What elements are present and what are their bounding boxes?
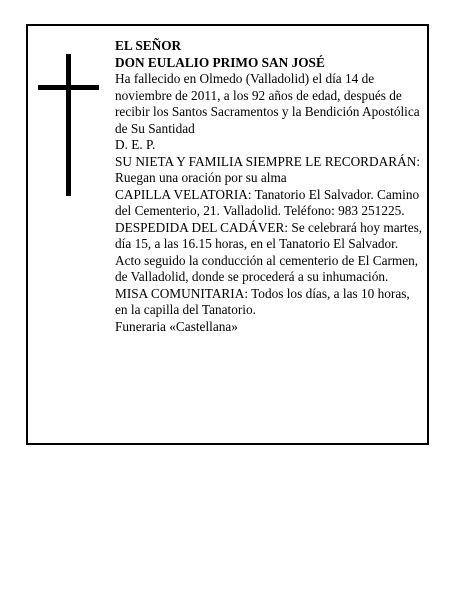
mass-info: MISA COMUNITARIA: Todos los días, a las 10 horas, en la capilla del Tanatorio. <box>115 285 410 317</box>
funeral-home: Funeraria «Castellana» <box>115 318 238 334</box>
obituary-text <box>115 38 425 335</box>
death-details: Ha fallecido en Olmedo (Valladolid) el día 14 de noviembre de 2011, a los 92 años de edad, después de recibir los Santos Sacramentos y la Bendición Apostólica de Su Santidad <box>115 71 420 136</box>
prayer-line: Ruegan una oración por su alma <box>115 170 287 185</box>
farewell-info: DESPEDIDA DEL CADÁVER: Se celebrará hoy martes, día 15, a las 16.15 horas, en el Tanatorio El Salvador. Acto seguido la conducción al cementerio de El Carmen, de Valladolid, donde se procederá a su inhumación. <box>115 219 423 284</box>
chapel-info: CAPILLA VELATORIA: Tanatorio El Salvador. Camino del Cementerio, 21. Valladolid. Teléfono: 983 251225. <box>115 186 420 218</box>
cross-icon-bar <box>38 85 99 90</box>
deceased-name: DON EULALIO PRIMO SAN JOSÉ <box>115 54 325 70</box>
cross-icon <box>66 54 71 196</box>
family-line: SU NIETA Y FAMILIA SIEMPRE LE RECORDARÁN: <box>115 153 421 169</box>
rip-line: D. E. P. <box>115 137 156 152</box>
deceased-title: EL SEÑOR <box>115 38 182 53</box>
